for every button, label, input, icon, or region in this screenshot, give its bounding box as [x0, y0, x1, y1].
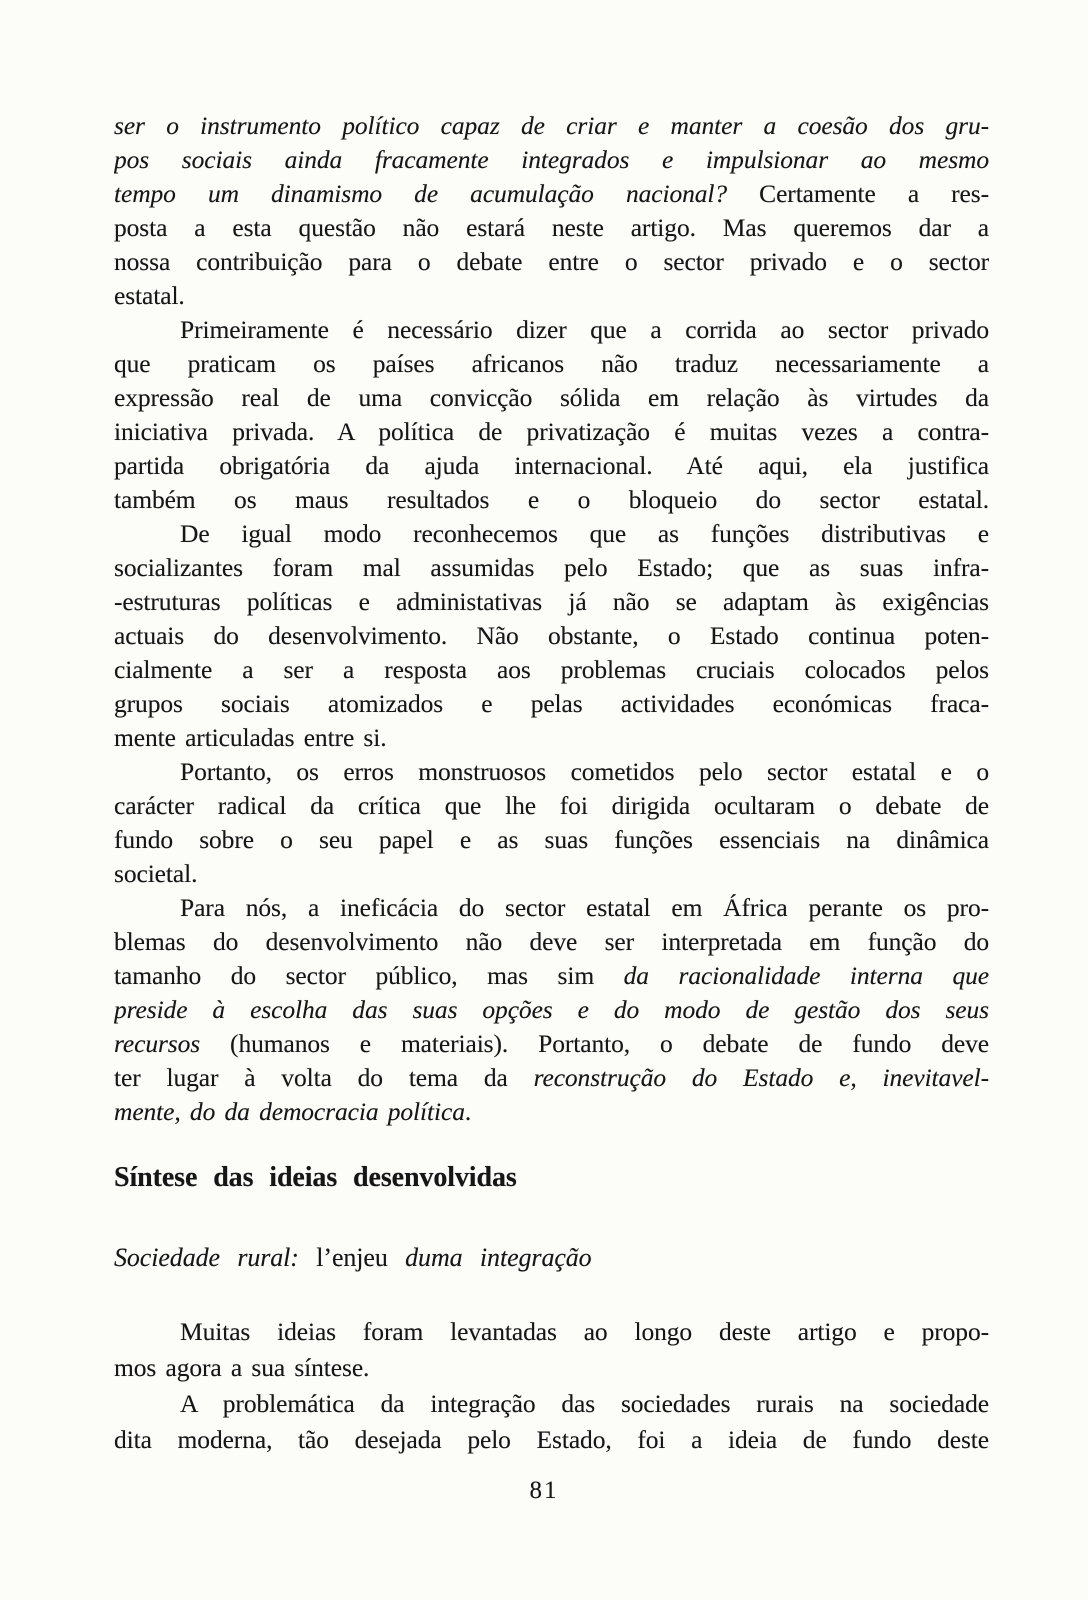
text-line [114, 177, 989, 211]
text-segment: cialmente a ser a resposta aos problemas cruciais colocados pelos [114, 655, 989, 684]
text-line [114, 789, 989, 823]
text-line [114, 1061, 989, 1095]
text-line [114, 993, 989, 1027]
text-segment: societal. [114, 859, 198, 888]
text-segment: Primeiramente é necessário dizer que a corrida ao sector privado [180, 315, 989, 344]
text-line [114, 381, 989, 415]
text-segment: fundo sobre o seu papel e as suas funções essenciais na dinâmica [114, 825, 989, 854]
text-segment: mente articuladas entre si. [114, 723, 387, 752]
text-line [114, 721, 989, 755]
page-number: 81 [529, 1477, 559, 1504]
text-segment: recursos [114, 1029, 231, 1058]
text-line [114, 585, 989, 619]
paragraph [114, 109, 989, 313]
text-line [114, 449, 989, 483]
text-line [114, 1027, 989, 1061]
text-line [114, 857, 989, 891]
text-line [114, 619, 989, 653]
text-segment: reconstrução do Estado e, inevitavel- [533, 1063, 989, 1092]
text-segment: nossa contribuição para o debate entre o sector privado e o sector [114, 247, 989, 276]
text-line [114, 245, 989, 279]
text-line [114, 687, 989, 721]
text-segment: estatal. [114, 281, 185, 310]
text-segment: dita moderna, tão desejada pelo Estado, foi a ideia de fundo deste [114, 1425, 989, 1454]
text-line [114, 109, 989, 143]
text-segment: iniciativa privada. A política de privatização é muitas vezes a contra- [114, 417, 989, 446]
text-segment: que praticam os países africanos não traduz necessariamente a [114, 349, 989, 378]
text-line [114, 279, 989, 313]
text-segment: mos agora a sua síntese. [114, 1353, 370, 1382]
text-segment: De igual modo reconhecemos que as funções distributivas e [180, 519, 989, 548]
text-line [114, 823, 989, 857]
text-line [114, 1350, 989, 1386]
text-segment: Muitas ideias foram levantadas ao longo deste artigo e propo- [180, 1317, 989, 1346]
text-segment: expressão real de uma convicção sólida em relação às virtudes da [114, 383, 989, 412]
text-segment: posta a esta questão não estará neste artigo. Mas queremos dar a [114, 213, 989, 242]
paragraph [114, 313, 989, 517]
section-heading: Síntese das ideias desenvolvidas [114, 1162, 517, 1193]
text-line [114, 1095, 989, 1129]
paragraph [114, 517, 989, 755]
text-segment: blemas do desenvolvimento não deve ser interpretada em função do [114, 927, 989, 956]
text-segment: . [464, 1097, 472, 1126]
paragraph [114, 891, 989, 1129]
text-line [114, 1422, 989, 1458]
text-segment: partida obrigatória da ajuda internacional. Até aqui, ela justifica [114, 451, 989, 480]
text-segment: ter lugar à volta do tema da [114, 1063, 534, 1092]
text-segment: da racionalidade interna que [623, 961, 989, 990]
text-line [114, 313, 989, 347]
paragraph [114, 1386, 989, 1458]
text-segment: A problemática da integração das sociedades rurais na sociedade [180, 1389, 989, 1418]
text-segment: tempo um dinamismo de acumulação nacional? [114, 179, 760, 208]
text-line [114, 517, 989, 551]
text-segment: duma integração [405, 1243, 592, 1272]
text-line [114, 653, 989, 687]
text-segment: carácter radical da crítica que lhe foi dirigida ocultaram o debate de [114, 791, 989, 820]
text-segment: pos sociais ainda fracamente integrados e impulsionar ao mesmo [114, 145, 989, 174]
text-line [114, 959, 989, 993]
text-segment: Certamente a res- [759, 179, 989, 208]
text-line [114, 1386, 989, 1422]
text-segment: l’enjeu [316, 1243, 406, 1272]
text-segment: preside à escolha das suas opções e do modo de gestão dos seus [114, 995, 989, 1024]
text-column [114, 109, 989, 1458]
text-segment: Para nós, a ineficácia do sector estatal em África perante os pro- [180, 893, 989, 922]
text-line [114, 1314, 989, 1350]
text-segment: Sociedade rural: [114, 1243, 317, 1272]
text-segment: também os maus resultados e o bloqueio do sector estatal. [114, 485, 989, 514]
text-segment: grupos sociais atomizados e pelas actividades económicas fraca- [114, 689, 989, 718]
text-segment: actuais do desenvolvimento. Não obstante, o Estado continua poten- [114, 621, 989, 650]
text-segment: -estruturas políticas e administativas já não se adaptam às exigências [114, 587, 989, 616]
text-line [114, 551, 989, 585]
text-line [114, 483, 989, 517]
text-line [114, 415, 989, 449]
text-segment: mente, do da democracia política [114, 1097, 465, 1126]
paragraph [114, 1314, 989, 1386]
text-segment: ser o instrumento político capaz de criar e manter a coesão dos gru- [114, 111, 989, 140]
paragraph [114, 755, 989, 891]
text-line [114, 891, 989, 925]
text-line [114, 143, 989, 177]
text-line [114, 211, 989, 245]
text-segment: Portanto, os erros monstruosos cometidos pelo sector estatal e o [180, 757, 989, 786]
text-line [114, 755, 989, 789]
text-line [114, 925, 989, 959]
text-segment: tamanho do sector público, mas sim [114, 961, 624, 990]
text-segment: (humanos e materiais). Portanto, o debate de fundo deve [230, 1029, 989, 1058]
text-line [114, 347, 989, 381]
section-subheading [114, 1240, 989, 1276]
text-segment: socializantes foram mal assumidas pelo Estado; que as suas infra- [114, 553, 989, 582]
